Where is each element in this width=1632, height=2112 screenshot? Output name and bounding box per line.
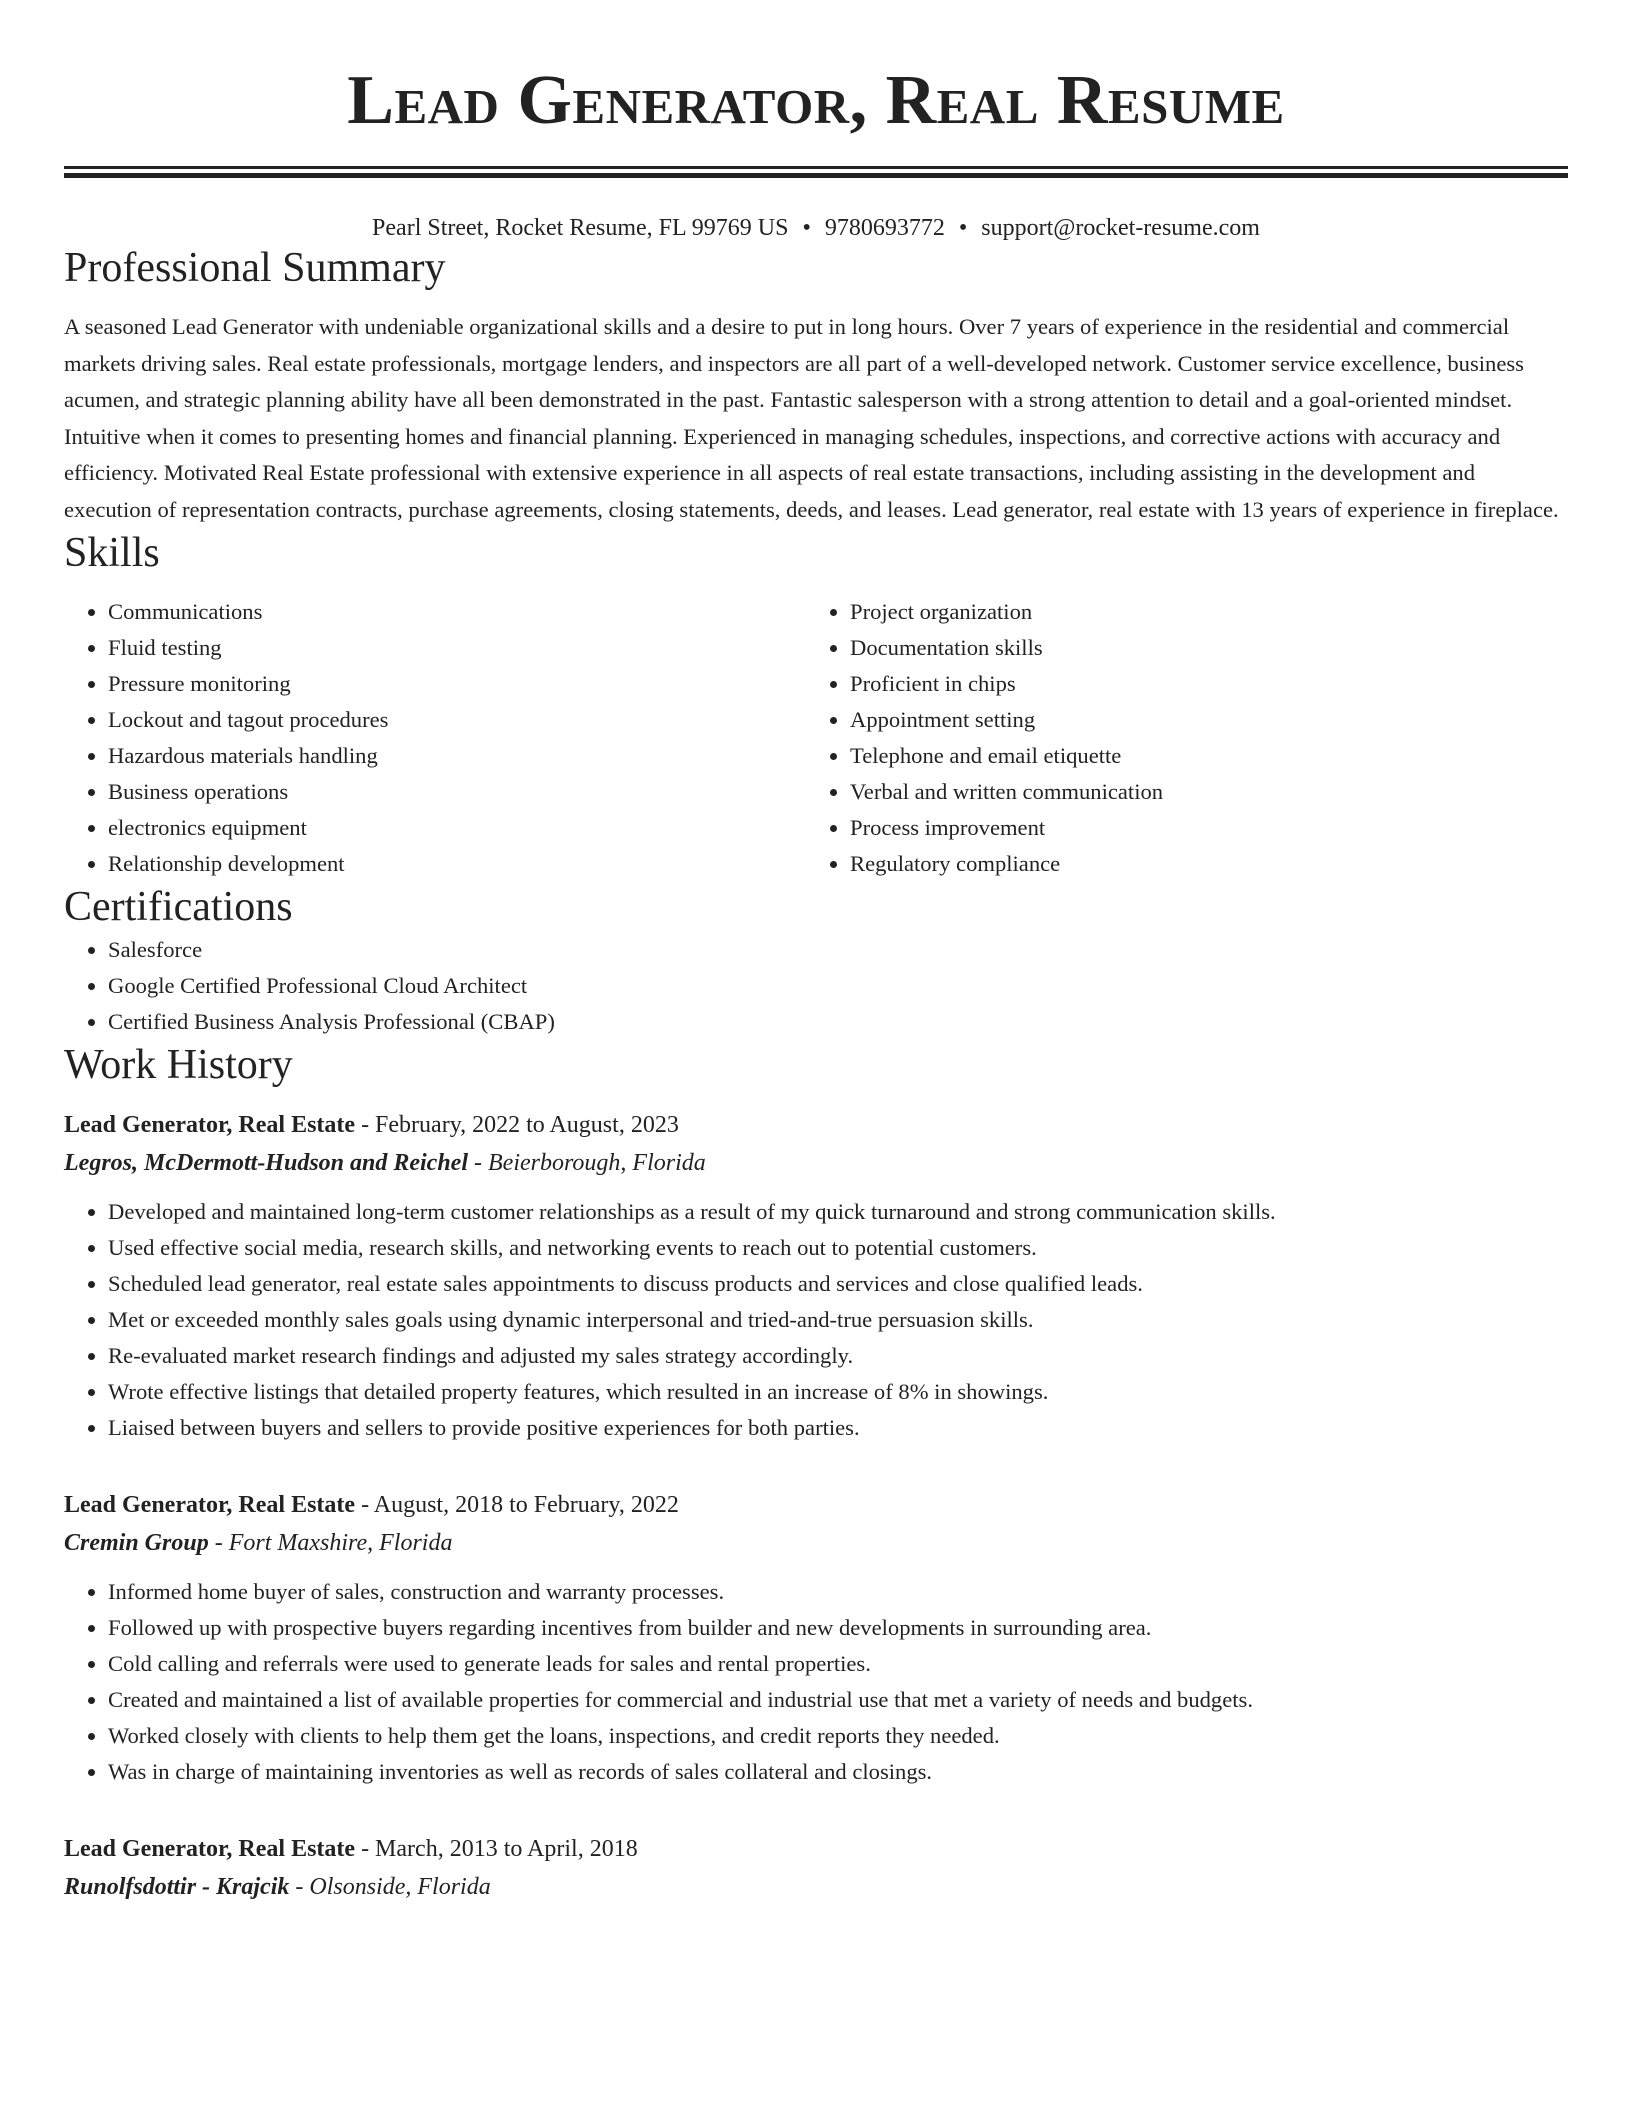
certification-item: • Salesforce <box>108 932 1568 968</box>
skill-item: • Project organization <box>850 594 1548 630</box>
contact-separator: • <box>958 215 968 241</box>
resume-title: Lead Generator, Real Resume <box>347 62 1285 139</box>
contact-phone[interactable]: 9780693772 <box>824 215 945 241</box>
job-duty-item: • Re-evaluated market research findings and adjusted my sales strategy accordingly. <box>108 1338 1568 1374</box>
job-dates: - August, 2018 to February, 2022 <box>355 1492 679 1518</box>
job-location: - Olsonside, Florida <box>289 1874 491 1900</box>
job-company-line <box>64 1144 1568 1182</box>
job-company-line <box>64 1524 1568 1562</box>
job-title-line <box>64 1106 1568 1144</box>
certifications-heading: Certifications <box>64 884 293 930</box>
certifications-list <box>64 932 1568 1040</box>
contact-separator: • <box>802 215 811 241</box>
job-duty-item: • Liaised between buyers and sellers to provide positive experiences for both parties. <box>108 1410 1568 1446</box>
skill-item: • Communications <box>108 594 806 630</box>
skills-list-left <box>64 594 806 882</box>
skill-item: • Pressure monitoring <box>108 666 806 702</box>
skill-item: • Process improvement <box>850 810 1548 846</box>
contact-address: Pearl Street, Rocket Resume, FL 99769 US <box>372 215 789 241</box>
job-company: Runolfsdottir - Krajcik <box>64 1874 290 1900</box>
job-role: Lead Generator, Real Estate <box>64 1492 356 1518</box>
job-duty-item: • Followed up with prospective buyers regarding incentives from builder and new developments in surrounding area. <box>108 1610 1568 1646</box>
summary-text: A seasoned Lead Generator with undeniable organizational skills and a desire to put in long hours. Over 7 years of experience in the residential and commercial markets driving sales. Real estate professionals, mortgage lenders, and inspectors are all part of a well-developed network. Customer service excellence, business acumen, and strategic planning ability have all been demonstrated in the past. Fantastic salesperson with a strong attention to detail and a goal-oriented mindset. Intuitive when it comes to presenting homes and financial planning. Experienced in managing schedules, inspections, and corrective actions with accuracy and efficiency. Motivated Real Estate professional with extensive experience in all aspects of real estate transactions, including assisting in the development and execution of representation contracts, purchase agreements, closing statements, deeds, and leases. Lead generator, real estate with 13 years of experience in fireplace. <box>64 314 1559 522</box>
skill-item: • Appointment setting <box>850 702 1548 738</box>
skills-column-left <box>64 594 806 882</box>
job-entry <box>64 1486 1568 1790</box>
job-duties-list <box>64 1194 1568 1446</box>
job-duty-item: • Scheduled lead generator, real estate sales appointments to discuss products and services and close qualified leads. <box>108 1266 1568 1302</box>
job-duty-item: • Created and maintained a list of available properties for commercial and industrial use that met a variety of needs and budgets. <box>108 1682 1568 1718</box>
skill-item: • Hazardous materials handling <box>108 738 806 774</box>
job-duty-item: • Cold calling and referrals were used to generate leads for sales and rental properties. <box>108 1646 1568 1682</box>
job-duty-item: • Informed home buyer of sales, construction and warranty processes. <box>108 1574 1568 1610</box>
skill-item: • Telephone and email etiquette <box>850 738 1548 774</box>
job-entry <box>64 1830 1568 1906</box>
job-dates: - March, 2013 to April, 2018 <box>355 1836 638 1862</box>
skill-item: • Proficient in chips <box>850 666 1548 702</box>
job-location: - Beierborough, Florida <box>468 1150 706 1176</box>
skills-list-right <box>806 594 1548 882</box>
contact-email[interactable]: support@rocket-resume.com <box>981 215 1260 241</box>
summary-heading: Professional Summary <box>64 245 446 291</box>
job-company-line <box>64 1868 1568 1906</box>
skill-item: • Documentation skills <box>850 630 1548 666</box>
job-title-line <box>64 1830 1568 1868</box>
work-history-heading: Work History <box>64 1042 293 1088</box>
skills-heading: Skills <box>64 530 160 576</box>
job-role: Lead Generator, Real Estate <box>64 1112 356 1138</box>
title-divider <box>64 166 1568 169</box>
skill-item: • Business operations <box>108 774 806 810</box>
skill-item: • Verbal and written communication <box>850 774 1548 810</box>
certification-item: • Certified Business Analysis Professional (CBAP) <box>108 1004 1568 1040</box>
job-location: - Fort Maxshire, Florida <box>208 1530 453 1556</box>
skill-item: • electronics equipment <box>108 810 806 846</box>
skills-column-right <box>806 594 1548 882</box>
skills-columns <box>64 594 1568 882</box>
job-company: Legros, McDermott-Hudson and Reichel <box>64 1150 469 1176</box>
job-duty-item: • Met or exceeded monthly sales goals using dynamic interpersonal and tried-and-true persuasion skills. <box>108 1302 1568 1338</box>
job-title-line <box>64 1486 1568 1524</box>
job-duty-item: • Worked closely with clients to help them get the loans, inspections, and credit reports they needed. <box>108 1718 1568 1754</box>
skill-item: • Relationship development <box>108 846 806 882</box>
skill-item: • Fluid testing <box>108 630 806 666</box>
job-company: Cremin Group <box>64 1530 209 1556</box>
contact-line <box>64 213 1568 243</box>
job-duty-item: • Wrote effective listings that detailed property features, which resulted in an increase of 8% in showings. <box>108 1374 1568 1410</box>
job-duty-item: • Was in charge of maintaining inventories as well as records of sales collateral and closings. <box>108 1754 1568 1790</box>
resume-page <box>64 0 1568 1906</box>
job-role: Lead Generator, Real Estate <box>64 1836 356 1862</box>
certification-item: • Google Certified Professional Cloud Architect <box>108 968 1568 1004</box>
job-duty-item: • Developed and maintained long-term customer relationships as a result of my quick turnaround and strong communication skills. <box>108 1194 1568 1230</box>
job-entry <box>64 1106 1568 1446</box>
job-dates: - February, 2022 to August, 2023 <box>355 1112 679 1138</box>
job-duty-item: • Used effective social media, research skills, and networking events to reach out to potential customers. <box>108 1230 1568 1266</box>
job-duties-list <box>64 1574 1568 1790</box>
skill-item: • Regulatory compliance <box>850 846 1548 882</box>
skill-item: • Lockout and tagout procedures <box>108 702 806 738</box>
